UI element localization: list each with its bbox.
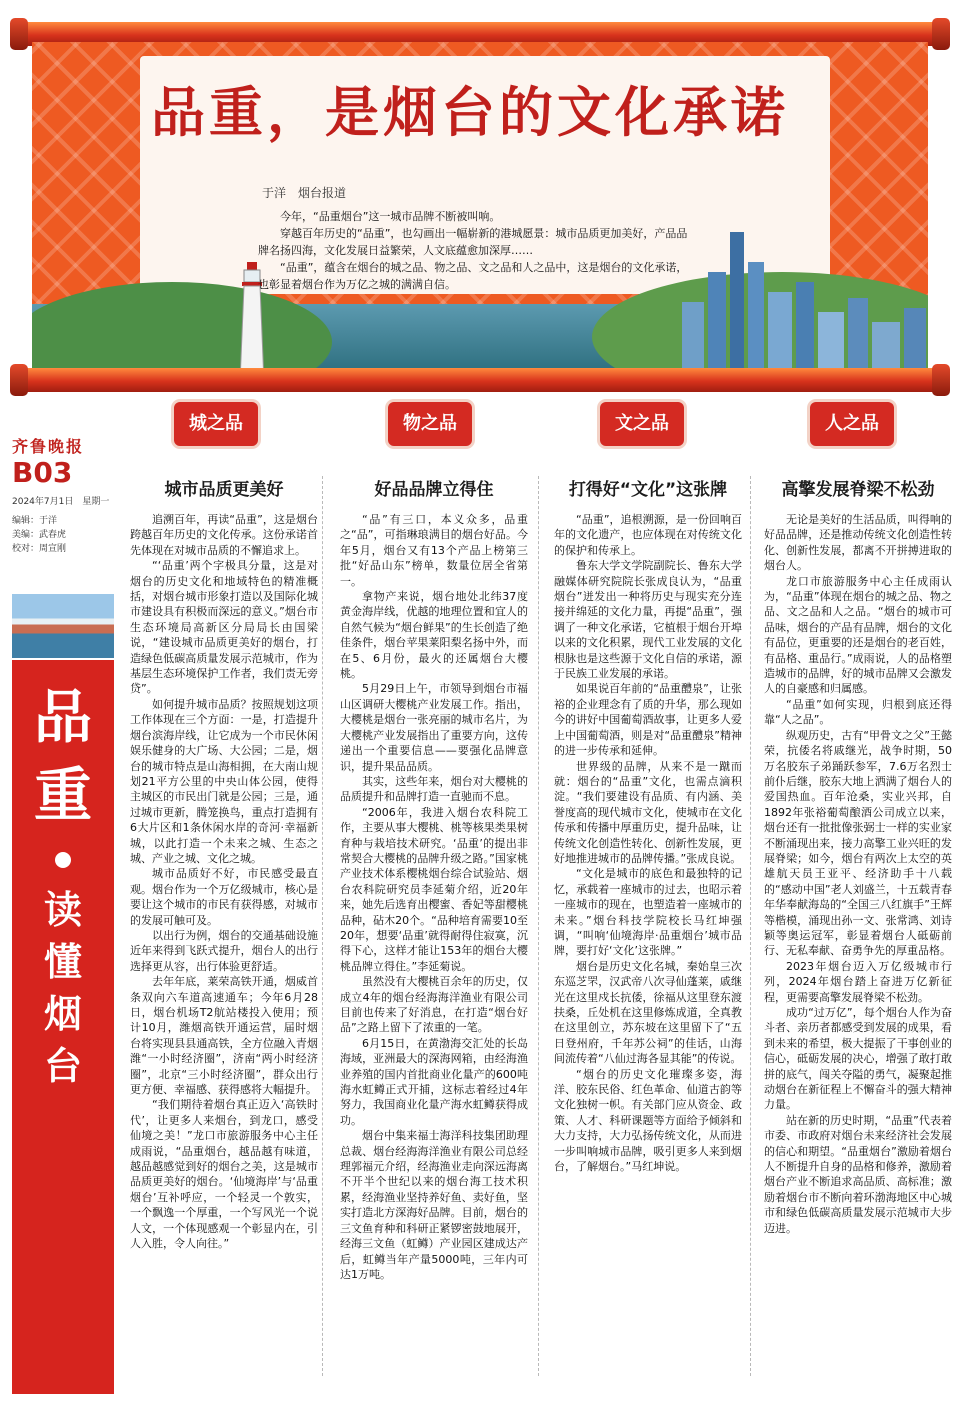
article-paragraph: “‘品重’两个字极具分量，这是对烟台的历史文化和地域特色的精准概括，对烟台城市形象打造以及国际化城市建设具有积极而深远的意义。”烟台市生态环境局高新区分局局长由国梁说，“建设城市品质更美好的烟台，打造绿色低碳高质量发展示范城市，作为基层生态环境保护工作者，我们责无旁贷”。 <box>130 559 318 696</box>
article-body <box>554 512 742 1392</box>
article-title: 打得好“文化”这张牌 <box>568 480 728 500</box>
article-paragraph: 无论是美好的生活品质，叫得响的好品品牌，还是推动传统文化创造性转化、创新性发展，都离不开拼搏进取的烟台人。 <box>764 513 952 573</box>
article-body <box>764 512 952 1392</box>
article-culture <box>554 472 742 1392</box>
staff-credits <box>12 514 66 556</box>
article-paragraph: “我们期待着烟台真正迈入‘高铁时代’，让更多人来烟台，到龙口，感受仙境之美！”龙口市旅游服务中心主任成雨说，“品重烟台，越品越有味道，越品越感觉到好的烟台之美，这是城市品质更美好的烟台。‘仙境海岸’与‘品重烟台’互补呼应，一个轻灵一个敦实，一个飘逸一个厚重，一个写风光一个说人文，一个体现感观一个彰显内在，引人入胜，令人向往。” <box>130 1098 318 1251</box>
article-paragraph: 去年年底，莱荣高铁开通，烟威首条双向六车道高速通车；今年6月28日，烟台机场T2航站楼投入使用；预计10月，潍烟高铁开通运营，届时烟台将实现县县通高铁，全方位融入青烟潍“一小时经济圈”，济南“两小时经济圈”，北京“三小时经济圈”，群众出行更方便、幸福感、获得感将大幅提升。 <box>130 975 318 1097</box>
article-paragraph: 世界级的品牌，从来不是一蹴而就：烟台的“品重”文化，也需点滴积淀。“我们要建设有品质、有内涵、美誉度高的现代城市文化，使城市在文化传承和传播中厚重历史，提升品味，让传统文化创造性转化、创新性发展，更好地推进城市的品牌传播。”张成良说。 <box>554 759 742 865</box>
article-paragraph: 纵观历史，古有“甲骨文之父”王懿荣，抗倭名将戚继光，战争时期，50万名胶东子弟踊跃参军，7.6万名烈士前仆后继，胶东大地上洒满了烟台人的爱国热血。百年沧桑，实业兴邦，自1892年张裕葡萄酿酒公司成立以来，烟台还有一批批像张弼士一样的实业家不断涌现出来，接力高擎工业兴旺的发展脊梁；如今，烟台有两次上太空的英雄航天员王亚平、经济助手十八载的“感动中国”老人刘盛兰，十五载青春年华奉献海岛的“全国三八红旗手”王辉等楷模，涌现出孙一文、张常鸿、刘诗颖等奥运冠军，彰显着烟台人砥砺前行、无私奉献、奋勇争先的厚重品格。 <box>764 728 952 958</box>
column-divider <box>750 476 751 1376</box>
column-title-main: 品重 <box>33 683 92 829</box>
article-paragraph: 城市品质好不好，市民感受最直观。烟台作为一个万亿级城市，核心是要让这个城市的市民有获得感，对城市的发展可触可及。 <box>130 867 318 927</box>
article-paragraph: 如果说百年前的“品重醴泉”，让张裕的企业理念有了质的升华，那么现如今的讲好中国葡萄酒故事，让更多人爱上中国葡萄酒，则是对“品重醴泉”精神的进一步传承和延伸。 <box>554 682 742 758</box>
article-paragraph: 龙口市旅游服务中心主任成雨认为，“品重”体现在烟台的城之品、物之品、文之品和人之品。“烟台的城市可品味，烟台的产品有品牌，烟台的文化有品位，更重要的还是烟台的老百姓，有品格、重品行。”成雨说，人的品格塑造城市的品牌，好的城市品牌又会激发人的自豪感和归属感。 <box>764 574 952 696</box>
tab-culture: 文之品 <box>600 402 684 446</box>
article-goods <box>340 472 528 1392</box>
article-paragraph: 其实，这些年来，烟台对大樱桃的品质提升和品牌打造一直驰而不息。 <box>340 774 528 804</box>
credit-designer: 美编：武春虎 <box>12 530 67 540</box>
newspaper-name: 齐鲁晚报 <box>12 437 85 456</box>
article-title: 高擎发展脊梁不松劲 <box>781 480 935 500</box>
article-paragraph: “品”有三口，本义众多，品重之“品”，可指琳琅满目的烟台好品。今年5月，烟台又有13个产品上榜第三批“好品山东”榜单，数量位居全省第一。 <box>340 513 528 588</box>
city-skyline-illustration <box>672 212 928 372</box>
column-divider <box>322 476 323 1376</box>
tab-city: 城之品 <box>174 402 258 446</box>
hill-illustration-left <box>32 282 332 372</box>
article-paragraph: 虽然没有大樱桃百余年的历史，仅成立4年的烟台经海海洋渔业有限公司目前也传来了好消息，在打造“烟台好品”之路上留下了浓重的一笔。 <box>340 975 528 1035</box>
credit-editor: 编辑：于洋 <box>12 516 58 526</box>
credit-proofreader: 校对：周宣刚 <box>12 544 67 554</box>
intro-paragraph: 今年，“品重烟台”这一城市品牌不断被叫响。 <box>280 210 501 223</box>
page-headline: 品重，是烟台的文化承诺 <box>151 81 789 144</box>
article-paragraph: “文化是城市的底色和最独特的记忆，承载着一座城市的过去，也昭示着一座城市的现在，也塑造着一座城市的未来。”烟台科技学院校长马红坤强调，“叫响‘仙境海岸·品重烟台’城市品牌，要打好‘文化’这张牌。” <box>554 867 742 958</box>
page-number: B03 <box>12 456 73 489</box>
column-title-sub: 读懂烟台 <box>44 888 83 1088</box>
tab-goods: 物之品 <box>388 402 472 446</box>
article-title: 好品品牌立得住 <box>374 480 494 500</box>
column-divider <box>538 476 539 1376</box>
article-city <box>130 472 318 1392</box>
article-paragraph: 2023年烟台迈入万亿级城市行列，2024年烟台踏上奋进万亿新征程，更需要高擎发展脊梁不松劲。 <box>764 959 952 1004</box>
article-paragraph: 追溯百年，再读“品重”，这是烟台跨越百年历史的文化传承。这份承诺首先体现在对城市品质的不懈追求上。 <box>130 513 318 557</box>
column-banner <box>12 660 114 1394</box>
intro-paragraph: “品重”，蕴含在烟台的城之品、物之品、文之品和人之品中，这是烟台的文化承诺，也彰显着烟台作为万亿之城的满满自信。 <box>258 261 688 291</box>
article-paragraph: 以出行为例，烟台的交通基础设施近年来得到飞跃式提升，烟台人的出行选择更从容，出行体验更舒适。 <box>130 928 318 973</box>
harbor-photo <box>12 594 114 658</box>
article-paragraph: “2006年，我进入烟台农科院工作，主要从事大樱桃、桃等核果类果树育种与栽培技术研究。‘品重’的提出非常契合大樱桃的品牌升级之路。”国家桃产业技术体系樱桃烟台综合试验站、烟台农科院研究员李延菊介绍，近20年来，她先后选育出樱蜜、香妃等甜樱桃品种，砧木20个。“品种培育需要10至20年，想要‘品重’就得耐得住寂寞，沉得下心，这样才能让153年的烟台大樱桃品牌立得住。”李延菊说。 <box>340 805 528 973</box>
article-people <box>764 472 952 1392</box>
article-paragraph: 6月15日，在黄渤海交汇处的长岛海域，亚洲最大的深海网箱，由经海渔业养殖的国内首批商业化量产的600吨海水虹鳟正式开捕，这标志着经过4年努力，我国商业化量产海水虹鳟获得成功。 <box>340 1036 528 1127</box>
intro-text <box>258 208 688 293</box>
byline: 于洋 烟台报道 <box>262 186 347 200</box>
article-paragraph: “烟台的历史文化璀璨多姿，海洋、胶东民俗、红色革命、仙道古韵等文化独树一帜。有关部门应从资金、政策、人才、科研课题等方面给予倾斜和大力支持，大力弘扬传统文化，从而进一步叫响城市品牌，吸引更多人来到烟台，了解烟台。”马红坤说。 <box>554 1067 742 1174</box>
article-paragraph: 如何提升城市品质？按照规划这项工作体现在三个方面：一是，打造提升烟台滨海岸线，让它成为一个市民休闲娱乐健身的大广场、大公园；二是，烟台的城市特点是山海相拥，在大南山规划21平方公里的中央山体公园，使得主城区的市民出门就是公园；三是，通过城市更新，腾笼换鸟，重点打造拥有6大片区和1条休闲水岸的奇河·幸福新城，以此打造一个未来之城、生态之城、产业之城、文化之城。 <box>130 697 318 865</box>
article-paragraph: 烟台中集来福士海洋科技集团助理总裁、烟台经海海洋渔业有限公司总经理郭福元介绍，经海渔业走向深远海离不开半个世纪以来的烟台海工技术积累，经海渔业坚持养好鱼、卖好鱼，坚实打造北方深海好品牌。目前，烟台的三文鱼育种和科研正紧锣密鼓地展开，经海三文鱼（虹鳟）产业园区建成达产后，虹鳟当年产量5000吨，三年内可达1万吨。 <box>340 1129 528 1281</box>
article-paragraph: 鲁东大学文学院副院长、鲁东大学融媒体研究院院长张成良认为，“品重烟台”迸发出一种将历史与现实充分连接并绵延的文化力量，再提“品重”，强调了一种文化承诺，它植根于烟台开埠以来的文化积累，现代工业发展的文化根脉也是这些源于文化自信的承诺，源于民族工业发展的承诺。 <box>554 559 742 681</box>
article-paragraph: 烟台是历史文化名城，秦始皇三次东巡芝罘，汉武帝八次寻仙蓬莱，戚继光在这里戍长抗倭，徐福从这里登东渡扶桑，丘处机在这里修炼成道，全真教在这里创立，苏东坡在这里留下了“五日登州府，千年苏公祠”的佳话，山海间流传着“八仙过海各显其能”的传说。 <box>554 959 742 1066</box>
article-paragraph: 站在新的历史时期，“品重”代表着市委、市政府对烟台未来经济社会发展的信心和期望。“品重烟台”激励着烟台人不断提升自身的品格和修养，激励着烟台产业不断追求高品质、高标准；激励着烟台市不断向着环渤海地区中心城市和绿色低碳高质量发展示范城市大步迈进。 <box>764 1113 952 1235</box>
bullet-dot-icon <box>55 852 71 868</box>
scroll-rod-bottom <box>14 368 946 392</box>
article-body <box>130 512 318 1392</box>
article-title: 城市品质更美好 <box>164 480 284 500</box>
article-paragraph: “品重”，追根溯源，是一份回响百年的文化遗产，也应体现在对传统文化的保护和传承上。 <box>554 513 742 557</box>
publication-date: 2024年7月1日 星期一 <box>12 497 110 507</box>
article-paragraph: “品重”如何实现，归根到底还得靠“人之品”。 <box>764 697 952 727</box>
article-body <box>340 512 528 1392</box>
article-paragraph: 成功“过万亿”，每个烟台人作为奋斗者、亲历者都感受到发展的成果，看到未来的希望，极大提振了干事创业的信心，砥砺发展的决心，增强了敢打敢拼的底气，闯关夺隘的勇气，凝聚起推动烟台在新征程上不懈奋斗的强大精神力量。 <box>764 1006 952 1112</box>
article-paragraph: 拿物产来说，烟台地处北纬37度黄金海岸线，优越的地理位置和宜人的自然气候为“烟台鲜果”的生长创造了绝佳条件，烟台苹果莱阳梨名扬中外，而在5、6月份，最火的还属烟台大樱桃。 <box>340 590 528 681</box>
tab-people: 人之品 <box>810 402 894 446</box>
intro-paragraph: 穿越百年历史的“品重”，也勾画出一幅崭新的港城愿景：城市品质更加美好，产品品牌名扬四海，文化发展日益繁荣，人文底蕴愈加深厚…… <box>258 227 688 257</box>
article-paragraph: 5月29日上午，市领导到烟台市福山区调研大樱桃产业发展工作。指出，大樱桃是烟台一张亮丽的城市名片，为大樱桃产业发展指出了重要方向，这传递出一个重要信息——要强化品牌意识，提升果品品质。 <box>340 682 528 773</box>
